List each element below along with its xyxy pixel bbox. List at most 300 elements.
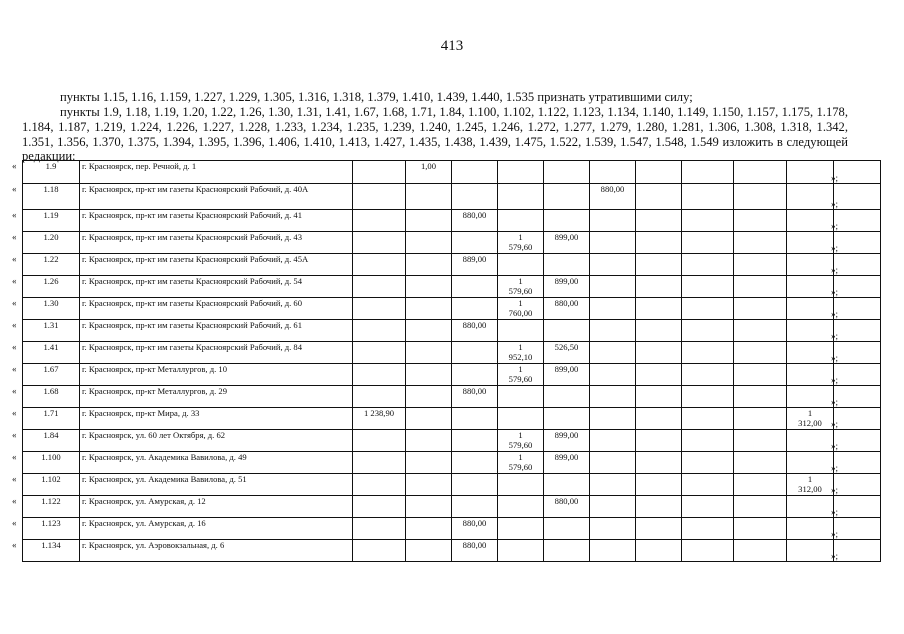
value-cell [406,408,452,430]
value-cell [406,364,452,386]
value-cell [682,364,734,386]
close-quote: »; [831,485,839,495]
value-cell [590,364,636,386]
table-row [23,474,881,496]
value-cell [498,518,544,540]
value-cell [353,518,406,540]
value-cell [834,320,881,342]
value-cell [498,386,544,408]
row-number: 1.20 [23,232,80,254]
close-quote: »; [831,221,839,231]
value-cell [544,210,590,232]
open-quote: « [12,184,17,194]
value-cell [787,364,834,386]
value-cell [406,540,452,562]
value-cell [834,474,881,496]
value-cell [353,320,406,342]
value-cell [452,540,498,562]
row-number: 1.31 [23,320,80,342]
value-cell [734,540,787,562]
value-cell [636,320,682,342]
open-quote: « [12,540,17,550]
value-cell [636,474,682,496]
value: 880,00 [554,298,579,308]
value: 1 [518,430,523,440]
value-cell [406,452,452,474]
value-cell [498,210,544,232]
value-cell [734,342,787,364]
value-cell [636,408,682,430]
value-cell [590,342,636,364]
value-cell [734,408,787,430]
table-row [23,232,881,254]
row-number: 1.123 [23,518,80,540]
row-number: 1.9 [23,161,80,184]
value: 579,60 [508,242,533,252]
value-cell [498,408,544,430]
value-cell [590,254,636,276]
value-cell [682,184,734,210]
value-cell [682,232,734,254]
open-quote: « [12,452,17,462]
open-quote: « [12,320,17,330]
close-quote: »; [831,331,839,341]
value-cell [590,518,636,540]
value-cell [834,232,881,254]
value-cell [682,518,734,540]
value: 1 [518,342,523,352]
row-number: 1.18 [23,184,80,210]
table-row [23,320,881,342]
value-cell [406,496,452,518]
value-cell [787,430,834,452]
open-quote: « [12,161,17,171]
row-number: 1.67 [23,364,80,386]
close-quote: »; [831,353,839,363]
value-cell [682,452,734,474]
row-number: 1.19 [23,210,80,232]
value: 1,00 [420,161,437,171]
value: 899,00 [554,232,579,242]
value-cell [544,408,590,430]
value: 579,60 [508,374,533,384]
value-cell [498,298,544,320]
close-quote: »; [831,287,839,297]
value-cell [406,210,452,232]
value-cell [590,386,636,408]
value-cell [452,408,498,430]
table-row [23,364,881,386]
value-cell [544,254,590,276]
value-cell [590,298,636,320]
value-cell [406,386,452,408]
value-cell [590,540,636,562]
close-quote: »; [831,199,839,209]
value-cell [834,184,881,210]
value: 579,60 [508,462,533,472]
value-cell [636,276,682,298]
open-quote: « [12,210,17,220]
value-cell [834,452,881,474]
value-cell [498,232,544,254]
value-cell [452,474,498,496]
value-cell [590,496,636,518]
value-cell [406,518,452,540]
value-cell [734,518,787,540]
value-cell [636,430,682,452]
value: 1 [518,298,523,308]
value-cell [452,496,498,518]
value-cell [590,430,636,452]
value-cell [636,184,682,210]
value-cell [590,184,636,210]
value-cell [353,474,406,496]
row-address: г. Красноярск, пр-кт им газеты Красноярский Рабочий, д. 60 [80,298,353,320]
value-cell [682,320,734,342]
value: 1 [518,364,523,374]
value: 880,00 [600,184,625,194]
row-number: 1.102 [23,474,80,496]
value-cell [834,364,881,386]
open-quote: « [12,298,17,308]
row-address: г. Красноярск, пр-кт Мира, д. 33 [80,408,353,430]
close-quote: »; [831,507,839,517]
value-cell [734,276,787,298]
value-cell [353,364,406,386]
value-cell [590,452,636,474]
value-cell [406,430,452,452]
value-cell [452,364,498,386]
value: 899,00 [554,276,579,286]
value-cell [787,161,834,184]
value-cell [590,320,636,342]
value-cell [834,386,881,408]
value-cell [452,161,498,184]
value-cell [682,298,734,320]
value-cell [682,474,734,496]
value-cell [787,210,834,232]
value-cell [590,210,636,232]
value-cell [498,161,544,184]
open-quote: « [12,342,17,352]
table-row [23,161,881,184]
row-address: г. Красноярск, пр-кт им газеты Красноярский Рабочий, д. 41 [80,210,353,232]
value-cell [682,386,734,408]
value-cell [544,232,590,254]
value-cell [498,254,544,276]
value-cell [353,210,406,232]
value-cell [787,320,834,342]
open-quote: « [12,232,17,242]
value-cell [498,276,544,298]
row-number: 1.26 [23,276,80,298]
value-cell [787,342,834,364]
table-row [23,254,881,276]
value-cell [734,210,787,232]
row-number: 1.122 [23,496,80,518]
value-cell [787,408,834,430]
value-cell [590,232,636,254]
value: 526,50 [554,342,579,352]
value-cell [682,430,734,452]
open-quote: « [12,254,17,264]
table-row [23,276,881,298]
value-cell [353,298,406,320]
value-cell [353,254,406,276]
value-cell [406,298,452,320]
row-number: 1.22 [23,254,80,276]
value-cell [544,518,590,540]
value-cell [734,430,787,452]
value-cell [544,276,590,298]
value-cell [452,430,498,452]
value-cell [590,408,636,430]
close-quote: »; [831,173,839,183]
value-cell [544,320,590,342]
value-cell [636,254,682,276]
value-cell [590,161,636,184]
value-cell [544,386,590,408]
value-cell [734,496,787,518]
close-quote: »; [831,375,839,385]
value-cell [544,430,590,452]
value-cell [353,386,406,408]
row-address: г. Красноярск, ул. Аэровокзальная, д. 6 [80,540,353,562]
value-cell [353,184,406,210]
value-cell [452,518,498,540]
value-cell [734,320,787,342]
open-quote: « [12,364,17,374]
row-address: г. Красноярск, пр-кт им газеты Красноярский Рабочий, д. 84 [80,342,353,364]
value-cell [544,184,590,210]
row-number: 1.84 [23,430,80,452]
value-cell [452,452,498,474]
value-cell [452,210,498,232]
close-quote: »; [831,529,839,539]
value-cell [544,540,590,562]
value-cell [353,452,406,474]
value-cell [353,161,406,184]
value-cell [452,184,498,210]
table-row [23,408,881,430]
value-cell [636,210,682,232]
close-quote: »; [831,397,839,407]
value-cell [636,232,682,254]
row-address: г. Красноярск, ул. Академика Вавилова, д. 51 [80,474,353,496]
value-cell [544,452,590,474]
value-cell [590,474,636,496]
value-cell [682,210,734,232]
value-cell [406,161,452,184]
open-quote: « [12,408,17,418]
row-number: 1.134 [23,540,80,562]
value-cell [452,320,498,342]
value: 1 [807,408,813,418]
value-cell [498,184,544,210]
row-address: г. Красноярск, пр-кт им газеты Красноярский Рабочий, д. 61 [80,320,353,342]
value: 312,00 [798,418,822,428]
value-cell [734,254,787,276]
value-cell [834,518,881,540]
value-cell [498,320,544,342]
value-cell [636,364,682,386]
value-cell [498,342,544,364]
value-cell [834,161,881,184]
value-cell [353,540,406,562]
value: 1 [518,232,523,242]
value-cell [834,276,881,298]
value-cell [734,452,787,474]
value-cell [636,298,682,320]
value: 880,00 [462,210,487,220]
table-row [23,210,881,232]
value-cell [498,452,544,474]
paragraph-amended: пункты 1.9, 1.18, 1.19, 1.20, 1.22, 1.26, 1.30, 1.31, 1.41, 1.67, 1.68, 1.71, 1.84, 1.100, 1.102, 1.122, 1.123, 1.134, 1.140, 1.149, 1.150, 1.157, 1.175, 1.178, 1.184, 1.187, 1.219, 1.224, 1.226, 1.227, 1.228, 1.233, 1.234, 1.235, 1.239, 1.240, 1.245, 1.246, 1.272, 1.277, 1.279, 1.280, 1.281, 1.306, 1.308, 1.318, 1.342, 1.351, 1.356, 1.370, 1.375, 1.394, 1.395, 1.396, 1.406, 1.410, 1.413, 1.427, 1.435, 1.438, 1.439, 1.475, 1.522, 1.539, 1.547, 1.548, 1.549 изложить в следующей редакции: [22,105,848,164]
value-cell [636,540,682,562]
value: 1 [518,276,523,286]
value-cell [787,386,834,408]
value: 312,00 [798,484,822,494]
value-cell [498,430,544,452]
value: 952,10 [508,352,533,362]
value: 899,00 [554,452,579,462]
row-address: г. Красноярск, ул. Академика Вавилова, д. 49 [80,452,353,474]
value-cell [734,298,787,320]
value-cell [636,386,682,408]
value: 579,60 [508,440,533,450]
value-cell [734,232,787,254]
value-cell [452,276,498,298]
close-quote: »; [831,309,839,319]
value-cell [452,232,498,254]
value: 1 [807,474,813,484]
data-table [22,160,881,562]
table-row [23,496,881,518]
value-cell [682,540,734,562]
paragraph-repealed: пункты 1.15, 1.16, 1.159, 1.227, 1.229, 1.305, 1.316, 1.318, 1.379, 1.410, 1.439, 1.440, 1.535 признать утратившими силу; [60,90,693,104]
value-cell [544,298,590,320]
value-cell [406,474,452,496]
row-address: г. Красноярск, ул. Амурская, д. 16 [80,518,353,540]
row-number: 1.68 [23,386,80,408]
value-cell [787,184,834,210]
value-cell [406,342,452,364]
value-cell [734,364,787,386]
table-row [23,540,881,562]
open-quote: « [12,518,17,528]
value-cell [787,518,834,540]
value-cell [787,254,834,276]
value-cell [682,161,734,184]
value-cell [682,254,734,276]
row-address: г. Красноярск, пр-кт им газеты Красноярский Рабочий, д. 43 [80,232,353,254]
open-quote: « [12,474,17,484]
value-cell [834,254,881,276]
open-quote: « [12,386,17,396]
value-cell [834,210,881,232]
row-number: 1.71 [23,408,80,430]
value: 1 [518,452,523,462]
value-cell [353,276,406,298]
value-cell [406,254,452,276]
value-cell [452,298,498,320]
value-cell [353,342,406,364]
value-cell [834,298,881,320]
open-quote: « [12,276,17,286]
close-quote: »; [831,441,839,451]
value-cell [353,232,406,254]
value: 760,00 [508,308,533,318]
value: 880,00 [462,320,487,330]
row-number: 1.100 [23,452,80,474]
close-quote: »; [831,265,839,275]
value-cell [682,276,734,298]
value-cell [353,430,406,452]
row-number: 1.30 [23,298,80,320]
open-quote: « [12,496,17,506]
value-cell [406,232,452,254]
value-cell [498,496,544,518]
table-row [23,342,881,364]
value-cell [406,276,452,298]
value: 880,00 [554,496,579,506]
value-cell [406,184,452,210]
value-cell [834,342,881,364]
value-cell [544,161,590,184]
table-row [23,430,881,452]
value-cell [734,184,787,210]
value-cell [787,540,834,562]
row-address: г. Красноярск, пр-кт Металлургов, д. 29 [80,386,353,408]
value-cell [498,364,544,386]
value-cell [452,342,498,364]
value-cell [734,386,787,408]
value-cell [834,408,881,430]
value: 579,60 [508,286,533,296]
row-address: г. Красноярск, ул. Амурская, д. 12 [80,496,353,518]
value: 880,00 [462,540,487,550]
value-cell [636,161,682,184]
table-row [23,298,881,320]
value-cell [636,342,682,364]
value-cell [787,496,834,518]
value-cell [544,496,590,518]
value-cell [452,386,498,408]
open-quote: « [12,430,17,440]
value-cell [498,474,544,496]
value-cell [353,408,406,430]
value-cell [787,298,834,320]
value-cell [636,452,682,474]
value-cell [544,474,590,496]
row-address: г. Красноярск, пр-кт им газеты Красноярский Рабочий, д. 54 [80,276,353,298]
value-cell [834,496,881,518]
value-cell [682,408,734,430]
value: 1 238,90 [363,408,395,418]
value: 889,00 [462,254,487,264]
value-cell [734,161,787,184]
page-number: 413 [440,38,464,54]
value-cell [734,474,787,496]
value-cell [544,364,590,386]
value-cell [590,276,636,298]
value: 880,00 [462,518,487,528]
value-cell [353,496,406,518]
value-cell [452,254,498,276]
table-row [23,386,881,408]
row-address: г. Красноярск, пр-кт им газеты Красноярский Рабочий, д. 40А [80,184,353,210]
close-quote: »; [831,551,839,561]
